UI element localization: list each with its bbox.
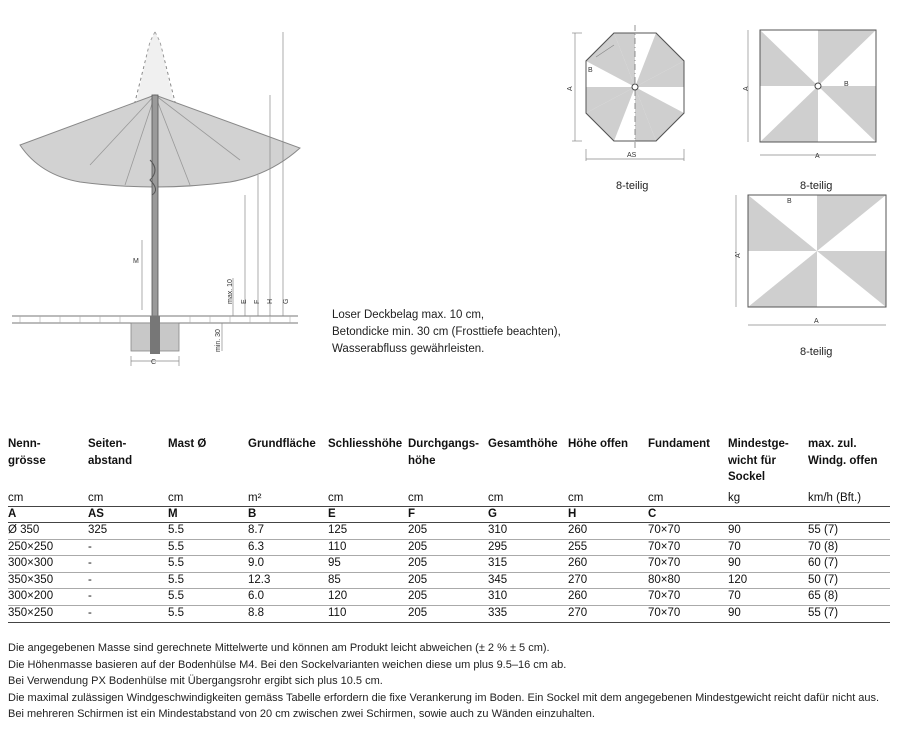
table-units-row: cm cm cm m² cm cm cm cm cm kg km/h (Bft.) <box>8 488 890 507</box>
header-hoehe-offen: Höhe offen <box>568 438 629 450</box>
square-label-a-bottom: A <box>815 153 820 160</box>
footnote: Die Höhenmasse basieren auf der Bodenhülse M4. Bei den Sockelvarianten weichen diese um plus 9.5–16 cm ab. <box>8 658 567 671</box>
footnote: Bei Verwendung PX Bodenhülse mit Übergangsrohr ergibt sich plus 10.5 cm. <box>8 675 383 688</box>
octagon-diagram <box>568 25 698 165</box>
octagon-label-as: AS <box>627 152 637 159</box>
table-row: 350×250 - 5.5 8.8 110 205 335 270 70×70 90 55 (7) <box>8 605 890 622</box>
header-grundflaeche: Grundfläche <box>248 438 316 450</box>
label-e: E <box>241 299 248 304</box>
header-seitenabstand: Seiten- abstand <box>88 438 133 467</box>
table-row: 300×300 - 5.5 9.0 95 205 315 260 70×70 90 60 (7) <box>8 556 890 573</box>
header-gesamthoehe: Gesamthöhe <box>488 438 558 450</box>
table-row: Ø 350 325 5.5 8.7 125 205 310 260 70×70 90 55 (7) <box>8 523 890 540</box>
table-header-row <box>8 436 890 488</box>
octagon-caption: 8-teilig <box>616 180 649 192</box>
label-h: H <box>267 298 274 304</box>
header-schliesshoehe: Schliesshöhe <box>328 438 403 450</box>
table-row: 350×350 - 5.5 12.3 85 205 345 270 80×80 120 50 (7) <box>8 572 890 589</box>
label-f: F <box>254 299 261 304</box>
square-diagram <box>740 25 890 165</box>
installation-note <box>332 307 561 358</box>
label-max10: max. 10 <box>227 279 234 304</box>
table-row: 300×200 - 5.5 6.0 120 205 310 260 70×70 70 65 (8) <box>8 589 890 606</box>
rect-label-b: B <box>787 198 792 205</box>
footnote: Die angegebenen Masse sind gerechnete Mittelwerte und können am Produkt leicht abweichen (± 2 % ± 5 cm). <box>8 642 550 654</box>
install-note-line: Betondicke min. 30 cm (Frosttiefe beachten), <box>332 326 561 338</box>
label-min30: min. 30 <box>215 329 222 352</box>
rectangle-diagram <box>730 190 890 335</box>
install-note-line: Wasserabfluss gewährleisten. <box>332 343 485 355</box>
install-note-line: Loser Deckbelag max. 10 cm, <box>332 309 485 321</box>
umbrella-side-diagram <box>0 20 320 370</box>
header-mast: Mast Ø <box>168 438 207 450</box>
footnote: Die maximal zulässigen Windgeschwindigkeiten gemäss Tabelle erfordern die fixe Verankerung im Boden. Ein Sockel mit dem angegebenen Mindestgewicht reicht dafür nicht aus. <box>8 691 880 704</box>
square-label-a: A <box>743 86 750 91</box>
header-windgeschwindigkeit: max. zul. Windg. offen <box>808 438 878 467</box>
header-durchgangshoehe: Durchgangs- höhe <box>408 438 479 467</box>
footnote: Bei mehreren Schirmen ist ein Mindestabstand von 20 cm zwischen zwei Schirmen, sowie auch zu Wänden einzuhalten. <box>8 708 595 721</box>
header-nenngroesse: Nenn- grösse <box>8 438 46 467</box>
rect-label-a-bottom: A <box>814 318 819 325</box>
footnotes <box>8 640 879 723</box>
header-mindestgewicht: Mindestge- wicht für Sockel <box>728 438 789 483</box>
label-g: G <box>283 298 290 304</box>
octagon-label-a: A <box>567 86 574 91</box>
mast <box>152 95 158 350</box>
rectangle-caption: 8-teilig <box>800 346 833 358</box>
table-row: 250×250 - 5.5 6.3 110 205 295 255 70×70 70 70 (8) <box>8 539 890 556</box>
rect-label-a-prime: A' <box>735 251 742 258</box>
label-m: M <box>133 258 139 265</box>
header-fundament: Fundament <box>648 438 710 450</box>
label-c: C <box>151 359 157 366</box>
square-caption: 8-teilig <box>800 180 833 192</box>
octagon-label-b: B <box>588 67 593 74</box>
spec-table <box>8 436 890 623</box>
table-symbols-row: A AS M B E F G H C <box>8 507 890 523</box>
square-label-b: B <box>844 81 849 88</box>
